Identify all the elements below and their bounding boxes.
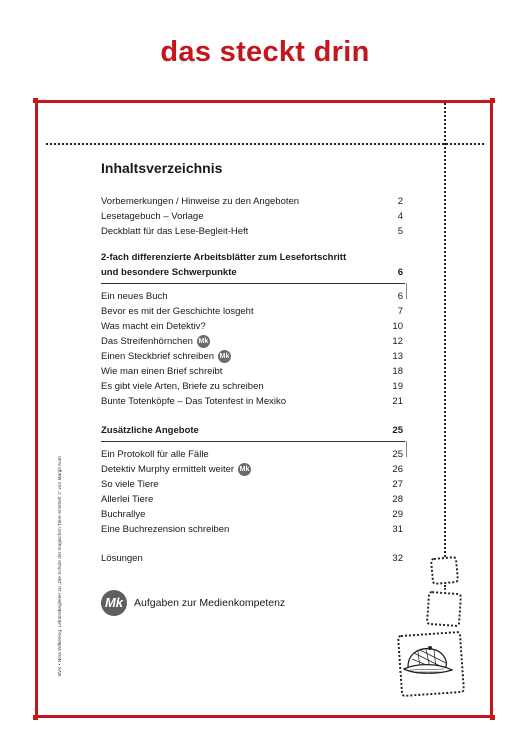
toc-entry bbox=[101, 522, 403, 537]
media-competence-icon: Mk bbox=[218, 350, 231, 363]
toc-entry-label: Allerlei Tiere bbox=[101, 494, 154, 505]
toc-entry-page: 26 bbox=[392, 464, 403, 475]
toc-entry-page: 5 bbox=[397, 226, 403, 237]
toc-entry-page: 21 bbox=[392, 396, 403, 407]
toc-entry-page: 7 bbox=[397, 306, 403, 317]
toc-entry bbox=[101, 364, 403, 379]
toc-entry-label: Buchrallye bbox=[101, 509, 146, 520]
toc-entry-page: 10 bbox=[392, 321, 403, 332]
toc-entry-label: Es gibt viele Arten, Briefe zu schreiben bbox=[101, 381, 264, 392]
toc-entry-label: Ein neues Buch bbox=[101, 291, 168, 302]
toc-entry-page: 13 bbox=[392, 351, 403, 362]
toc-entry bbox=[101, 349, 403, 364]
toc-entry-page: 19 bbox=[392, 381, 403, 392]
toc-entry bbox=[101, 447, 403, 462]
media-competence-icon: Mk bbox=[197, 335, 210, 348]
dotted-box bbox=[426, 591, 462, 627]
legend-label: Aufgaben zur Medienkompetenz bbox=[134, 597, 286, 609]
dotted-line-vertical bbox=[444, 585, 446, 590]
intro-list bbox=[101, 194, 403, 239]
section-header bbox=[101, 265, 403, 280]
toc-entry bbox=[101, 379, 403, 394]
section-title: 2-fach differenzierte Arbeitsblätter zum Lesefortschritt bbox=[101, 252, 347, 263]
toc-entry-label: Detektiv Murphy ermittelt weiter bbox=[101, 464, 235, 475]
toc-entry-page: 27 bbox=[392, 479, 403, 490]
section-title: und besondere Schwerpunkte bbox=[101, 267, 237, 278]
toc-entry-label: Einen Steckbrief schreiben bbox=[101, 351, 215, 362]
dotted-line-horizontal bbox=[46, 143, 484, 145]
toc-entry-page: 6 bbox=[397, 291, 403, 302]
dotted-box bbox=[430, 556, 459, 585]
side-credit: BVK • Nina Wilkening: Lektürebegleiter zu „Die Schule der magischen Tiere ermittelt 1“ von Margit Auer bbox=[57, 455, 62, 676]
frame-corner bbox=[490, 715, 495, 720]
toc-entry-label: Das Streifenhörnchen bbox=[101, 336, 193, 347]
toc-entry bbox=[101, 304, 403, 319]
toc-entry bbox=[101, 394, 403, 409]
toc-entry bbox=[101, 477, 403, 492]
toc-entry-page: 32 bbox=[392, 553, 403, 564]
toc-entry-label: Bevor es mit der Geschichte losgeht bbox=[101, 306, 254, 317]
toc-entry-page: 4 bbox=[397, 211, 403, 222]
toc-entry-page: 2 bbox=[397, 196, 403, 207]
toc-entry bbox=[101, 462, 403, 477]
toc-entry bbox=[101, 507, 403, 522]
toc-entry-label: Deckblatt für das Lese-Begleit-Heft bbox=[101, 226, 249, 237]
dotted-line-vertical bbox=[444, 103, 446, 557]
toc-entry-label: Bunte Totenköpfe – Das Totenfest in Mexiko bbox=[101, 396, 287, 407]
toc-entry-label: Eine Buchrezension schreiben bbox=[101, 524, 230, 535]
toc-entry-label: Ein Protokoll für alle Fälle bbox=[101, 449, 209, 460]
toc-entry-page: 29 bbox=[392, 509, 403, 520]
toc-entry bbox=[101, 194, 403, 209]
page-title: das steckt drin bbox=[160, 36, 370, 68]
toc-entry bbox=[101, 334, 403, 349]
media-competence-icon: Mk bbox=[238, 463, 251, 476]
detective-hat-icon bbox=[402, 641, 454, 681]
frame-corner bbox=[490, 98, 495, 103]
legend bbox=[101, 590, 285, 616]
section-title: Zusätzliche Angebote bbox=[101, 425, 199, 436]
toc-entry-label: Lesetagebuch – Vorlage bbox=[101, 211, 204, 222]
section-page: 25 bbox=[392, 425, 403, 436]
frame-corner bbox=[33, 98, 38, 103]
toc-entry-page: 12 bbox=[392, 336, 403, 347]
toc-entry-page: 28 bbox=[392, 494, 403, 505]
media-competence-icon: Mk bbox=[101, 590, 127, 616]
toc-entry-label: Was macht ein Detektiv? bbox=[101, 321, 206, 332]
toc-entry bbox=[101, 289, 403, 304]
toc-entry-label: Vorbemerkungen / Hinweise zu den Angeboten bbox=[101, 196, 300, 207]
table-of-contents bbox=[101, 160, 403, 566]
toc-entry-page: 18 bbox=[392, 366, 403, 377]
section-page: 6 bbox=[397, 267, 403, 278]
toc-entry bbox=[101, 492, 403, 507]
toc-entry-page: 31 bbox=[392, 524, 403, 535]
toc-entry bbox=[101, 551, 403, 566]
section-header bbox=[101, 423, 403, 438]
toc-entry bbox=[101, 224, 403, 239]
toc-entry bbox=[101, 319, 403, 334]
toc-heading: Inhaltsverzeichnis bbox=[101, 160, 223, 176]
toc-entry bbox=[101, 209, 403, 224]
toc-entry-label: Lösungen bbox=[101, 553, 143, 564]
toc-entry-label: So viele Tiere bbox=[101, 479, 159, 490]
frame-corner bbox=[33, 715, 38, 720]
section-divider bbox=[101, 283, 405, 284]
section-divider bbox=[101, 441, 405, 442]
toc-entry-label: Wie man einen Brief schreibt bbox=[101, 366, 223, 377]
toc-entry-page: 25 bbox=[392, 449, 403, 460]
